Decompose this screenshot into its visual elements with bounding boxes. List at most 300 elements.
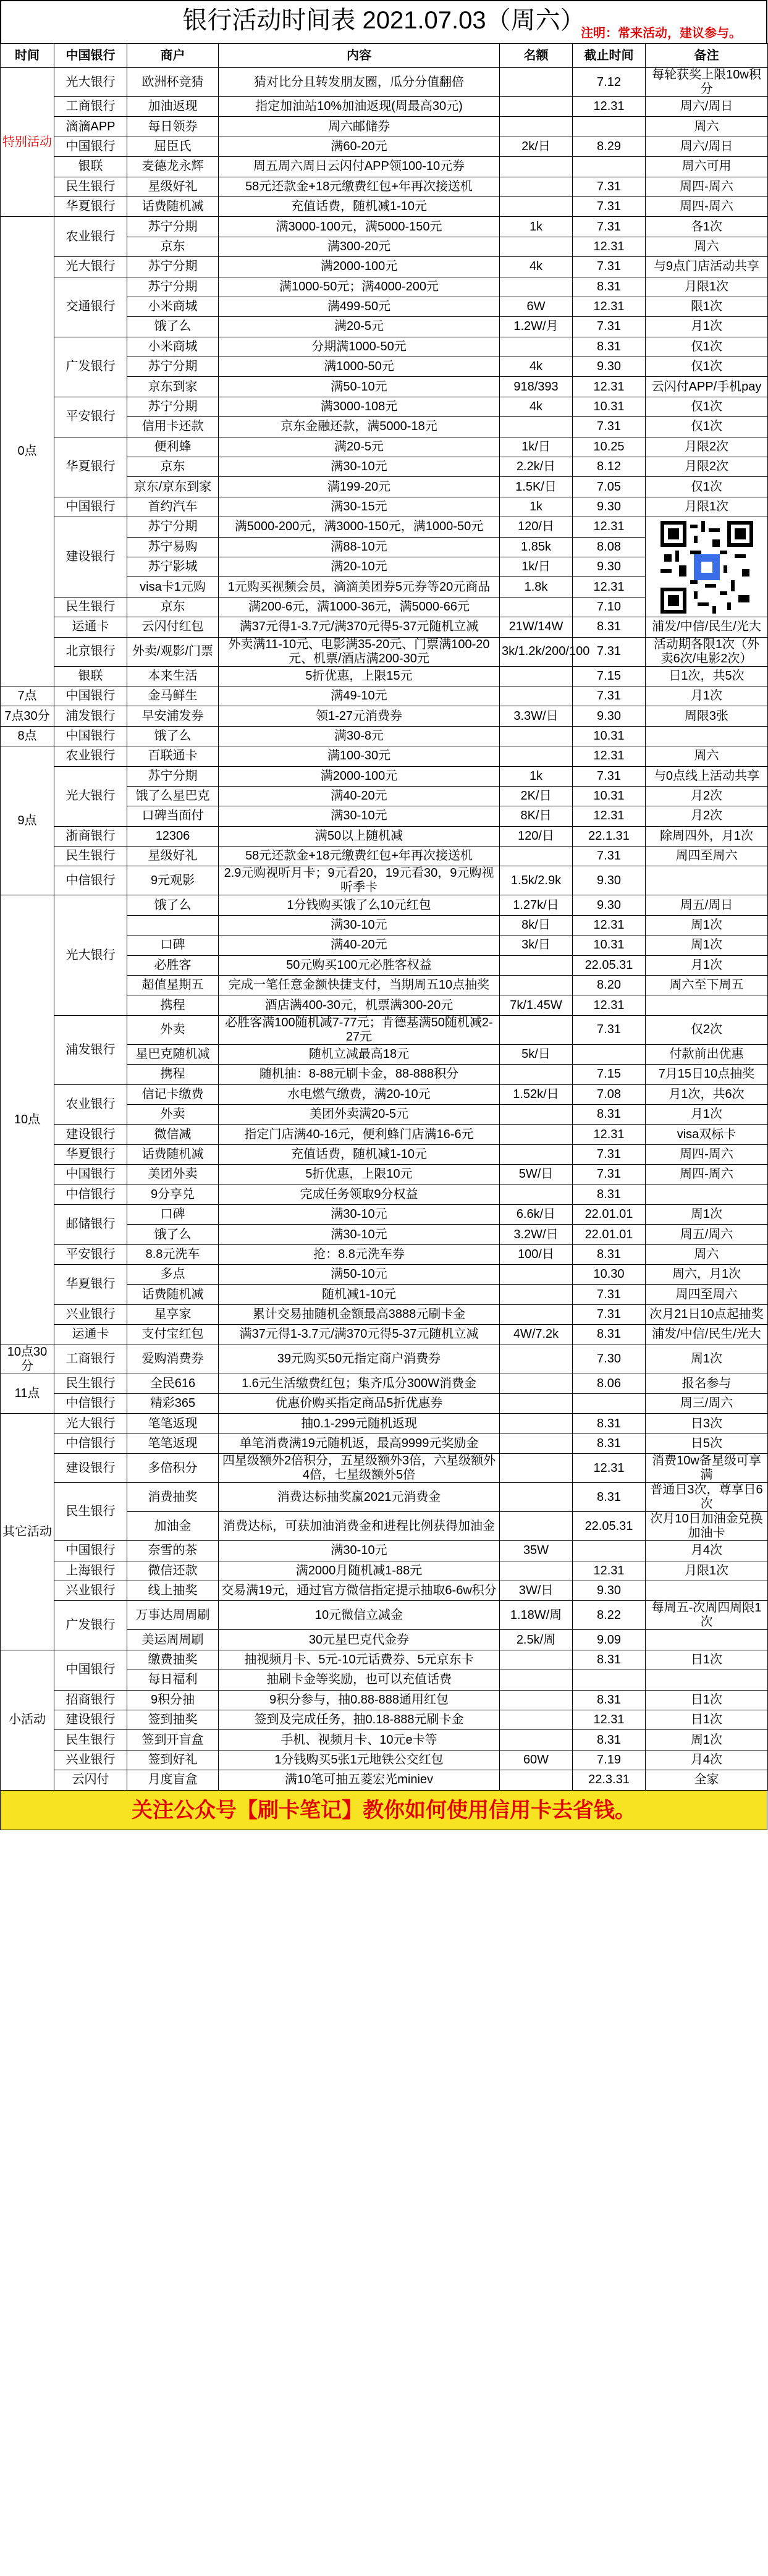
quota-cell <box>500 1144 573 1164</box>
quota-cell <box>500 1304 573 1324</box>
quota-cell: 4W/7.2k <box>500 1325 573 1345</box>
merchant-cell: 口碑 <box>127 935 219 955</box>
quota-cell <box>500 277 573 297</box>
merchant-cell: 消费抽奖 <box>127 1483 219 1512</box>
deadline-cell: 7.10 <box>573 597 646 617</box>
quota-cell <box>500 1015 573 1044</box>
merchant-cell: 小米商城 <box>127 297 219 316</box>
deadline-cell: 8.31 <box>573 1650 646 1670</box>
bank-cell: 光大银行 <box>54 766 127 826</box>
time-cell: 小活动 <box>1 1650 54 1790</box>
note-cell: 周四至周六 <box>646 1285 768 1304</box>
deadline-cell: 7.31 <box>573 1015 646 1044</box>
deadline-cell: 7.31 <box>573 686 646 706</box>
qr-code-cell <box>646 517 768 617</box>
quota-cell <box>500 847 573 866</box>
table-row <box>1 497 768 517</box>
merchant-cell: 话费随机减 <box>127 1285 219 1304</box>
merchant-cell: 首约汽车 <box>127 497 219 517</box>
content-cell: 京东金融还款，满5000-18元 <box>219 417 500 437</box>
quota-cell: 1.8k <box>500 577 573 597</box>
content-cell: 1元购买视频会员，滴滴美团券5元券等20元商品 <box>219 577 500 597</box>
deadline-cell: 12.31 <box>573 1561 646 1581</box>
table-row <box>1 1581 768 1601</box>
content-cell: 满49-10元 <box>219 686 500 706</box>
content-cell: 随机减1-10元 <box>219 1285 500 1304</box>
quota-cell: 1.85k <box>500 537 573 557</box>
note-cell: 周1次 <box>646 1345 768 1374</box>
merchant-cell: 苏宁分期 <box>127 277 219 297</box>
quota-cell: 3k/日 <box>500 935 573 955</box>
table-row <box>1 1374 768 1393</box>
content-cell: 1分钱购买5张1元地铁公交红包 <box>219 1750 500 1770</box>
bank-cell: 中国银行 <box>54 1650 127 1690</box>
table-row <box>1 1244 768 1264</box>
merchant-cell: 外卖 <box>127 1104 219 1124</box>
merchant-cell: 超值星期五 <box>127 976 219 995</box>
quota-cell <box>500 597 573 617</box>
time-cell: 7点 <box>1 686 54 706</box>
table-row <box>1 196 768 216</box>
deadline-cell: 9.09 <box>573 1630 646 1650</box>
quota-cell: 21W/14W <box>500 617 573 637</box>
table-header-row <box>1 44 768 68</box>
merchant-cell: 奈雪的茶 <box>127 1541 219 1561</box>
quota-cell <box>500 1483 573 1512</box>
content-cell: 满20-5元 <box>219 437 500 457</box>
deadline-cell: 12.31 <box>573 377 646 397</box>
deadline-cell: 12.31 <box>573 97 646 117</box>
deadline-cell: 7.31 <box>573 317 646 337</box>
deadline-cell: 12.31 <box>573 806 646 826</box>
quota-cell <box>500 1125 573 1144</box>
content-cell: 满50以上随机减 <box>219 826 500 846</box>
bank-cell: 民生银行 <box>54 1483 127 1541</box>
deadline-cell: 22.3.31 <box>573 1770 646 1790</box>
deadline-cell: 8.06 <box>573 1374 646 1393</box>
merchant-cell: 口碑当面付 <box>127 806 219 826</box>
content-cell: 满60-20元 <box>219 137 500 156</box>
qr-code-image <box>660 521 753 614</box>
content-cell: 完成一笔任意金额快捷支付，当期周五10点抽奖 <box>219 976 500 995</box>
merchant-cell: visa卡1元购 <box>127 577 219 597</box>
content-cell: 1.6元生活缴费红包；集齐瓜分300W消费金 <box>219 1374 500 1393</box>
table-row <box>1 1541 768 1561</box>
content-cell: 随机立减最高18元 <box>219 1044 500 1064</box>
table-row <box>1 157 768 177</box>
bank-cell: 招商银行 <box>54 1690 127 1710</box>
table-row <box>1 1394 768 1414</box>
merchant-cell: 欧洲杯竞猜 <box>127 68 219 97</box>
table-row <box>1 1710 768 1729</box>
bank-cell: 工商银行 <box>54 97 127 117</box>
note-cell: 日1次 <box>646 1690 768 1710</box>
note-cell: 仅1次 <box>646 417 768 437</box>
merchant-cell: 12306 <box>127 826 219 846</box>
deadline-cell: 8.29 <box>573 137 646 156</box>
quota-cell: 1.5k/2.9k <box>500 866 573 895</box>
table-row <box>1 1325 768 1345</box>
content-cell: 抽刷卡金等奖励，也可以充值话费 <box>219 1670 500 1690</box>
table-body <box>1 68 768 1791</box>
merchant-cell: 多点 <box>127 1265 219 1285</box>
bank-cell: 云闪付 <box>54 1770 127 1790</box>
quota-cell <box>500 1065 573 1084</box>
table-row <box>1 397 768 416</box>
merchant-cell: 苏宁分期 <box>127 397 219 416</box>
deadline-cell: 8.31 <box>573 617 646 637</box>
note-cell: 周四-周六 <box>646 177 768 196</box>
quota-cell <box>500 1710 573 1729</box>
deadline-cell: 9.30 <box>573 557 646 576</box>
merchant-cell: 京东 <box>127 457 219 477</box>
quota-cell <box>500 1650 573 1670</box>
bank-cell: 广发银行 <box>54 337 127 397</box>
note-cell: 消费10w备星级可享满 <box>646 1454 768 1483</box>
deadline-cell: 7.31 <box>573 257 646 277</box>
note-cell: 月4次 <box>646 1750 768 1770</box>
deadline-cell: 12.31 <box>573 1454 646 1483</box>
bank-cell: 中信银行 <box>54 1434 127 1453</box>
table-row <box>1 1483 768 1512</box>
bank-cell: 运通卡 <box>54 1325 127 1345</box>
table-row <box>1 137 768 156</box>
content-cell: 满100-30元 <box>219 746 500 766</box>
bank-cell: 兴业银行 <box>54 1304 127 1324</box>
quota-cell <box>500 1690 573 1710</box>
merchant-cell: 饿了么 <box>127 317 219 337</box>
table-row <box>1 1454 768 1483</box>
bank-cell: 滴滴APP <box>54 117 127 137</box>
deadline-cell: 9.30 <box>573 866 646 895</box>
deadline-cell: 22.1.31 <box>573 826 646 846</box>
deadline-cell: 9.30 <box>573 1581 646 1601</box>
deadline-cell: 9.30 <box>573 497 646 517</box>
content-cell: 满37元得1-3.7元/满370元得5-37元随机立减 <box>219 617 500 637</box>
merchant-cell: 签到好礼 <box>127 1750 219 1770</box>
note-cell: 普通日3次，尊享日6次 <box>646 1483 768 1512</box>
content-cell: 2.9元购视听月卡；9元看20，19元看30，9元购视听季卡 <box>219 866 500 895</box>
quota-cell <box>500 686 573 706</box>
note-cell: 除周四外，月1次 <box>646 826 768 846</box>
time-cell: 11点 <box>1 1374 54 1414</box>
table-row <box>1 1125 768 1144</box>
content-cell: 外卖满11-10元、电影满35-20元、门票满100-20元、机票/酒店满200-30元 <box>219 637 500 666</box>
merchant-cell: 笔笔返现 <box>127 1434 219 1453</box>
table-row <box>1 726 768 746</box>
note-cell: 7月15日10点抽奖 <box>646 1065 768 1084</box>
note-cell: 与9点门店活动共享 <box>646 257 768 277</box>
note-cell: 周限3张 <box>646 706 768 726</box>
content-cell: 完成任务领取9分权益 <box>219 1185 500 1204</box>
table-row <box>1 1601 768 1630</box>
merchant-cell: 饿了么 <box>127 1225 219 1244</box>
quota-cell: 1.5K/日 <box>500 477 573 497</box>
table-row <box>1 637 768 666</box>
content-cell: 水电燃气缴费，满20-10元 <box>219 1084 500 1104</box>
deadline-cell: 8.12 <box>573 457 646 477</box>
quota-cell: 120/日 <box>500 826 573 846</box>
merchant-cell: 星级好礼 <box>127 847 219 866</box>
deadline-cell: 10.31 <box>573 726 646 746</box>
quota-cell <box>500 1185 573 1204</box>
deadline-cell: 7.31 <box>573 1304 646 1324</box>
content-cell: 抽视频月卡、5元-10元话费券、5元京东卡 <box>219 1650 500 1670</box>
merchant-cell: 每日领券 <box>127 117 219 137</box>
note-cell: 周六/周日 <box>646 97 768 117</box>
merchant-cell: 9元观影 <box>127 866 219 895</box>
merchant-cell: 云闪付红包 <box>127 617 219 637</box>
bank-cell: 北京银行 <box>54 637 127 666</box>
time-cell: 0点 <box>1 217 54 686</box>
content-cell: 5折优惠，上限15元 <box>219 666 500 686</box>
table-row <box>1 1770 768 1790</box>
merchant-cell: 信记卡缴费 <box>127 1084 219 1104</box>
merchant-cell: 苏宁分期 <box>127 766 219 786</box>
content-cell: 满30-10元 <box>219 806 500 826</box>
bank-cell: 光大银行 <box>54 257 127 277</box>
bank-cell: 平安银行 <box>54 1244 127 1264</box>
header-note: 注明：常来活动，建议参与。 <box>581 27 741 40</box>
merchant-cell: 笔笔返现 <box>127 1414 219 1434</box>
merchant-cell: 携程 <box>127 1065 219 1084</box>
content-cell: 满20-5元 <box>219 317 500 337</box>
table-row <box>1 1345 768 1374</box>
content-cell: 满2000-100元 <box>219 257 500 277</box>
bank-cell: 华夏银行 <box>54 437 127 497</box>
deadline-cell: 8.31 <box>573 1244 646 1264</box>
content-cell: 10元微信立减金 <box>219 1601 500 1630</box>
merchant-cell: 8.8元洗车 <box>127 1244 219 1264</box>
content-cell: 满30-10元 <box>219 1225 500 1244</box>
quota-cell: 1k <box>500 497 573 517</box>
content-cell: 满499-50元 <box>219 297 500 316</box>
deadline-cell: 10.31 <box>573 786 646 806</box>
merchant-cell: 全民616 <box>127 1374 219 1393</box>
note-cell: 月限1次 <box>646 277 768 297</box>
table-row <box>1 68 768 97</box>
table-row <box>1 847 768 866</box>
content-cell: 抽0.1-299元随机返现 <box>219 1414 500 1434</box>
deadline-cell: 10.30 <box>573 1265 646 1285</box>
note-cell: 周六/周日 <box>646 137 768 156</box>
table-row <box>1 1561 768 1581</box>
content-cell: 消费达标，可获加油消费金和进程比例获得加油金 <box>219 1512 500 1541</box>
merchant-cell: 屈臣氏 <box>127 137 219 156</box>
content-cell: 随机抽：8-88元刷卡金，88-888积分 <box>219 1065 500 1084</box>
merchant-cell: 多倍积分 <box>127 1454 219 1483</box>
bank-cell: 建设银行 <box>54 1454 127 1483</box>
content-cell: 单笔消费满19元随机返，最高9999元奖励金 <box>219 1434 500 1453</box>
bank-cell: 民生银行 <box>54 597 127 617</box>
deadline-cell: 7.31 <box>573 1285 646 1304</box>
table-row <box>1 1434 768 1453</box>
bank-cell: 建设银行 <box>54 1125 127 1144</box>
quota-cell <box>500 157 573 177</box>
note-cell: 周五/周日 <box>646 895 768 915</box>
note-cell: 月限2次 <box>646 457 768 477</box>
table-row <box>1 1690 768 1710</box>
note-cell: 月2次 <box>646 786 768 806</box>
deadline-cell: 8.08 <box>573 537 646 557</box>
deadline-cell: 8.22 <box>573 1601 646 1630</box>
deadline-cell: 12.31 <box>573 1710 646 1729</box>
merchant-cell: 外卖/观影/门票 <box>127 637 219 666</box>
quota-cell <box>500 417 573 437</box>
quota-cell: 3.3W/日 <box>500 706 573 726</box>
content-cell: 满3000-108元 <box>219 397 500 416</box>
table-row <box>1 617 768 637</box>
note-cell: 日3次 <box>646 1414 768 1434</box>
deadline-cell: 8.31 <box>573 1185 646 1204</box>
note-cell: 月1次 <box>646 955 768 975</box>
content-cell: 满5000-200元，满3000-150元，满1000-50元 <box>219 517 500 537</box>
note-cell: 月限1次 <box>646 497 768 517</box>
content-cell: 39元购买50元指定商户消费券 <box>219 1345 500 1374</box>
content-cell: 消费达标抽奖赢2021元消费金 <box>219 1483 500 1512</box>
content-cell: 满200-6元，满1000-36元，满5000-66元 <box>219 597 500 617</box>
merchant-cell: 线上抽奖 <box>127 1581 219 1601</box>
merchant-cell: 本来生活 <box>127 666 219 686</box>
merchant-cell: 签到开盲盒 <box>127 1730 219 1750</box>
note-cell <box>646 1630 768 1650</box>
deadline-cell: 7.31 <box>573 766 646 786</box>
content-cell: 分期满1000-50元 <box>219 337 500 357</box>
header-content: 内容 <box>219 44 500 68</box>
quota-cell <box>500 666 573 686</box>
deadline-cell: 7.31 <box>573 217 646 237</box>
merchant-cell: 口碑 <box>127 1204 219 1224</box>
content-cell: 58元还款金+18元缴费红包+年再次接送机 <box>219 177 500 196</box>
quota-cell <box>500 196 573 216</box>
page-header <box>0 0 767 43</box>
bank-cell: 中国银行 <box>54 1165 127 1185</box>
note-cell: 周六 <box>646 237 768 256</box>
content-cell: 酒店满400-30元，机票满300-20元 <box>219 995 500 1015</box>
deadline-cell: 7.19 <box>573 1750 646 1770</box>
bank-cell: 邮储银行 <box>54 1204 127 1244</box>
content-cell: 9积分参与，抽0.88-888通用红包 <box>219 1690 500 1710</box>
deadline-cell: 7.31 <box>573 417 646 437</box>
merchant-cell: 苏宁易购 <box>127 537 219 557</box>
quota-cell <box>500 1265 573 1285</box>
quota-cell <box>500 1434 573 1453</box>
note-cell: 次月21日10点起抽奖 <box>646 1304 768 1324</box>
table-row <box>1 826 768 846</box>
note-cell: 仅1次 <box>646 477 768 497</box>
content-cell: 满30-15元 <box>219 497 500 517</box>
content-cell: 50元购买100元必胜客权益 <box>219 955 500 975</box>
note-cell: 周1次 <box>646 935 768 955</box>
content-cell: 满3000-100元，满5000-150元 <box>219 217 500 237</box>
deadline-cell: 10.31 <box>573 935 646 955</box>
note-cell: 仅1次 <box>646 357 768 377</box>
note-cell: 限1次 <box>646 297 768 316</box>
bank-cell: 建设银行 <box>54 1710 127 1729</box>
table-row <box>1 1750 768 1770</box>
quota-cell: 1k <box>500 766 573 786</box>
time-cell: 其它活动 <box>1 1414 54 1650</box>
note-cell: 全家 <box>646 1770 768 1790</box>
content-cell: 满50-10元 <box>219 1265 500 1285</box>
quota-cell: 3k/1.2k/200/100 <box>500 637 573 666</box>
quota-cell: 918/393 <box>500 377 573 397</box>
note-cell: 每轮获奖上限10w积分 <box>646 68 768 97</box>
note-cell: 周五/周六 <box>646 1225 768 1244</box>
merchant-cell: 早安浦发券 <box>127 706 219 726</box>
note-cell: 仅1次 <box>646 337 768 357</box>
content-cell: 充值话费，随机减1-10元 <box>219 196 500 216</box>
table-row <box>1 277 768 297</box>
bank-cell: 建设银行 <box>54 517 127 598</box>
quota-cell <box>500 1561 573 1581</box>
quota-cell: 120/日 <box>500 517 573 537</box>
note-cell: 周四-周六 <box>646 1165 768 1185</box>
quota-cell <box>500 68 573 97</box>
quota-cell: 1.52k/日 <box>500 1084 573 1104</box>
quota-cell: 4k <box>500 357 573 377</box>
header-note: 备注 <box>646 44 768 68</box>
merchant-cell: 京东 <box>127 237 219 256</box>
bank-cell: 中信银行 <box>54 1394 127 1414</box>
note-cell: 周1次 <box>646 1204 768 1224</box>
deadline-cell: 12.31 <box>573 995 646 1015</box>
content-cell: 满20-10元 <box>219 557 500 576</box>
note-cell: 日1次 <box>646 1650 768 1670</box>
table-row <box>1 517 768 537</box>
bank-cell: 民生银行 <box>54 177 127 196</box>
quota-cell <box>500 1454 573 1483</box>
note-cell: 周四-周六 <box>646 1144 768 1164</box>
merchant-cell: 百联通卡 <box>127 746 219 766</box>
note-cell <box>646 995 768 1015</box>
quota-cell: 4k <box>500 397 573 416</box>
quota-cell <box>500 1285 573 1304</box>
table-row <box>1 766 768 786</box>
content-cell: 周六邮储券 <box>219 117 500 137</box>
content-cell: 签到及完成任务，抽0.18-888元刷卡金 <box>219 1710 500 1729</box>
note-cell: 报名参与 <box>646 1374 768 1393</box>
bank-cell: 农业银行 <box>54 746 127 766</box>
note-cell <box>646 1581 768 1601</box>
merchant-cell: 必胜客 <box>127 955 219 975</box>
merchant-cell: 携程 <box>127 995 219 1015</box>
table-row <box>1 666 768 686</box>
quota-cell: 8K/日 <box>500 806 573 826</box>
quota-cell <box>500 237 573 256</box>
deadline-cell: 22.05.31 <box>573 1512 646 1541</box>
content-cell: 满40-20元 <box>219 935 500 955</box>
deadline-cell <box>573 1044 646 1064</box>
note-cell: 月1次 <box>646 686 768 706</box>
bank-cell: 交通银行 <box>54 277 127 337</box>
table-row <box>1 1144 768 1164</box>
merchant-cell: 每日福利 <box>127 1670 219 1690</box>
quota-cell <box>500 976 573 995</box>
quota-cell: 6W <box>500 297 573 316</box>
table-row <box>1 177 768 196</box>
note-cell: 周六 <box>646 746 768 766</box>
merchant-cell: 支付宝红包 <box>127 1325 219 1345</box>
quota-cell: 3W/日 <box>500 1581 573 1601</box>
merchant-cell: 信用卡还款 <box>127 417 219 437</box>
deadline-cell: 8.31 <box>573 1483 646 1512</box>
quota-cell: 1k <box>500 217 573 237</box>
page-title: 银行活动时间表 2021.07.03（周六） <box>182 7 585 34</box>
merchant-cell: 微信减 <box>127 1125 219 1144</box>
quota-cell: 2k/日 <box>500 137 573 156</box>
note-cell: 周六可用 <box>646 157 768 177</box>
